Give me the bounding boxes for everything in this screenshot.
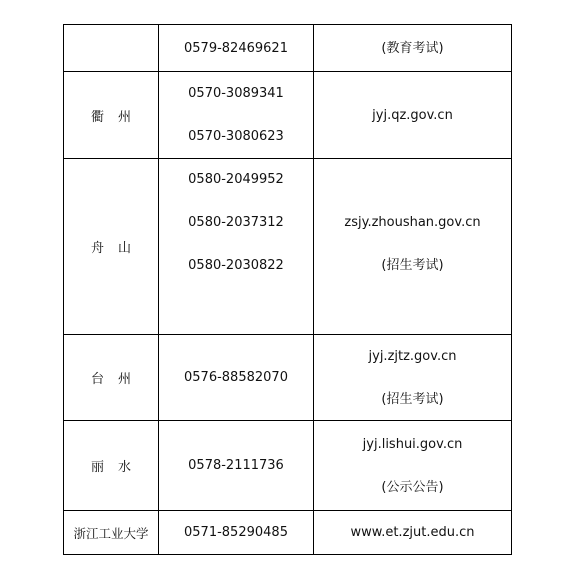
phone-cell bbox=[159, 421, 314, 511]
website-note: (招生考试) bbox=[381, 391, 444, 407]
phone-cell bbox=[159, 511, 314, 555]
region-name: 浙江工业大学 bbox=[73, 526, 149, 541]
table-row bbox=[64, 159, 512, 335]
website-note: (公示公告) bbox=[381, 479, 444, 495]
table-row bbox=[64, 72, 512, 159]
admissions-contact-table bbox=[63, 24, 512, 555]
region-name: 台州 bbox=[90, 372, 145, 387]
website-cell bbox=[314, 335, 512, 421]
region-name: 衢州 bbox=[90, 109, 145, 125]
region-cell bbox=[64, 72, 159, 159]
region-cell bbox=[64, 25, 159, 72]
table-row bbox=[64, 511, 512, 555]
phone-number: 0570-3089341 bbox=[188, 86, 284, 101]
region-cell bbox=[64, 335, 159, 421]
website-link[interactable]: zsjy.zhoushan.gov.cn bbox=[344, 215, 481, 230]
phone-cell bbox=[159, 25, 314, 72]
region-cell bbox=[64, 159, 159, 335]
website-link[interactable]: jyj.qz.gov.cn bbox=[372, 107, 453, 123]
table-row bbox=[64, 335, 512, 421]
region-name: 丽水 bbox=[90, 460, 145, 475]
website-cell bbox=[314, 421, 512, 511]
phone-number: 0576-88582070 bbox=[184, 370, 288, 385]
table-row bbox=[64, 25, 512, 72]
region-name bbox=[104, 43, 118, 58]
phone-number: 0579-82469621 bbox=[184, 40, 288, 56]
table-row bbox=[64, 421, 512, 511]
website-note: (招生考试) bbox=[381, 258, 444, 273]
phone-number: 0580-2030822 bbox=[188, 258, 284, 273]
website-cell bbox=[314, 25, 512, 72]
website-cell bbox=[314, 511, 512, 555]
website-link[interactable]: jyj.lishui.gov.cn bbox=[362, 436, 463, 452]
phone-number: 0580-2049952 bbox=[188, 172, 284, 187]
phone-number: 0570-3080623 bbox=[188, 129, 284, 144]
website-cell bbox=[314, 159, 512, 335]
website-link[interactable]: www.et.zjut.edu.cn bbox=[350, 525, 475, 540]
phone-cell bbox=[159, 72, 314, 159]
phone-cell bbox=[159, 159, 314, 335]
region-cell bbox=[64, 511, 159, 555]
region-cell bbox=[64, 421, 159, 511]
website-link[interactable]: jyj.zjtz.gov.cn bbox=[368, 348, 457, 364]
region-name: 舟山 bbox=[90, 241, 145, 256]
phone-number: 0578-2111736 bbox=[188, 458, 284, 473]
website-note: (教育考试) bbox=[381, 40, 444, 56]
website-cell bbox=[314, 72, 512, 159]
phone-cell bbox=[159, 335, 314, 421]
phone-number: 0571-85290485 bbox=[184, 525, 288, 540]
phone-number: 0580-2037312 bbox=[188, 215, 284, 230]
